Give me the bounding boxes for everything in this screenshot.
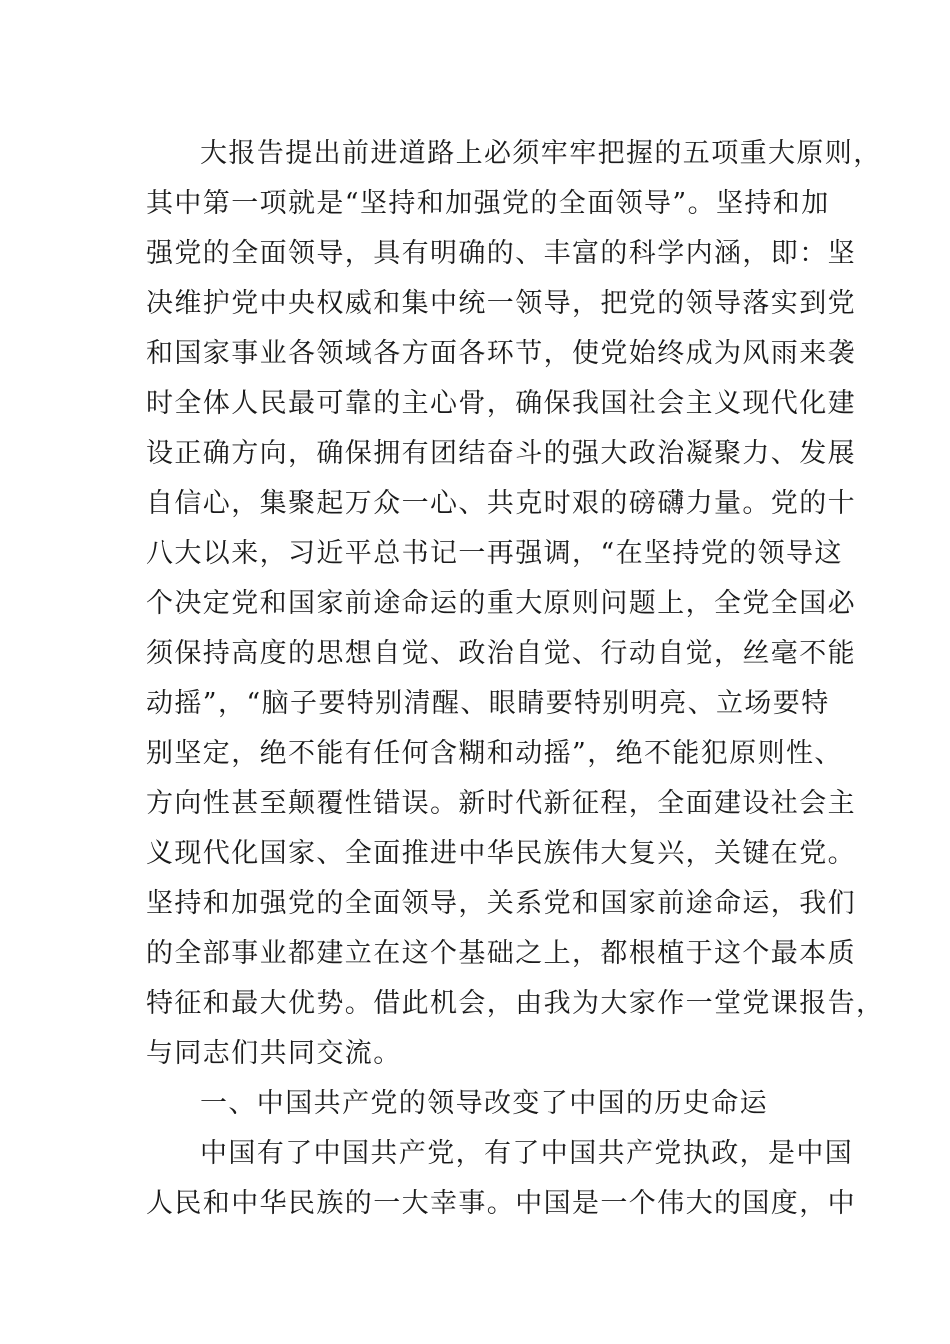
paragraph-line: 别坚定，绝不能有任何含糊和动摇”，绝不能犯原则性、 [146,738,843,769]
paragraph-line: 个决定党和国家前途命运的重大原则问题上，全党全国必 [146,588,856,619]
paragraph-line: 强党的全面领导，具有明确的、丰富的科学内涵，即：坚 [146,238,856,269]
paragraph-line: 的全部事业都建立在这个基础之上，都根植于这个最本质 [146,938,856,969]
paragraph-line: 其中第一项就是“坚持和加强党的全面领导”。坚持和加 [146,188,830,219]
paragraph-line: 设正确方向，确保拥有团结奋斗的强大政治凝聚力、发展 [146,438,856,469]
paragraph-line: 时全体人民最可靠的主心骨，确保我国社会主义现代化建 [146,388,856,419]
paragraph-line: 八大以来，习近平总书记一再强调，“在坚持党的领导这 [146,538,843,569]
paragraph-line: 方向性甚至颠覆性错误。新时代新征程，全面建设社会主 [146,788,856,819]
section-heading: 一、中国共产党的领导改变了中国的历史命运 [200,1088,768,1119]
paragraph-line: 特征和最大优势。借此机会，由我为大家作一堂党课报告， [146,988,885,1019]
paragraph-line: 义现代化国家、全面推进中华民族伟大复兴，关键在党。 [146,838,856,869]
paragraph-line: 坚持和加强党的全面领导，关系党和国家前途命运，我们 [146,888,856,919]
paragraph-line: 须保持高度的思想自觉、政治自觉、行动自觉，丝毫不能 [146,638,856,669]
paragraph-line: 动摇”，“脑子要特别清醒、眼睛要特别明亮、立场要特 [146,688,830,719]
paragraph-line: 大报告提出前进道路上必须牢牢把握的五项重大原则， [200,138,882,169]
paragraph-line: 和国家事业各领域各方面各环节，使党始终成为风雨来袭 [146,338,856,369]
paragraph-line: 决维护党中央权威和集中统一领导，把党的领导落实到党 [146,288,856,319]
paragraph-line: 中国有了中国共产党，有了中国共产党执政，是中国 [200,1138,854,1169]
paragraph-line: 人民和中华民族的一大幸事。中国是一个伟大的国度，中 [146,1188,856,1219]
paragraph-line: 自信心，集聚起万众一心、共克时艰的磅礴力量。党的十 [146,488,856,519]
paragraph-line: 与同志们共同交流。 [146,1038,402,1069]
